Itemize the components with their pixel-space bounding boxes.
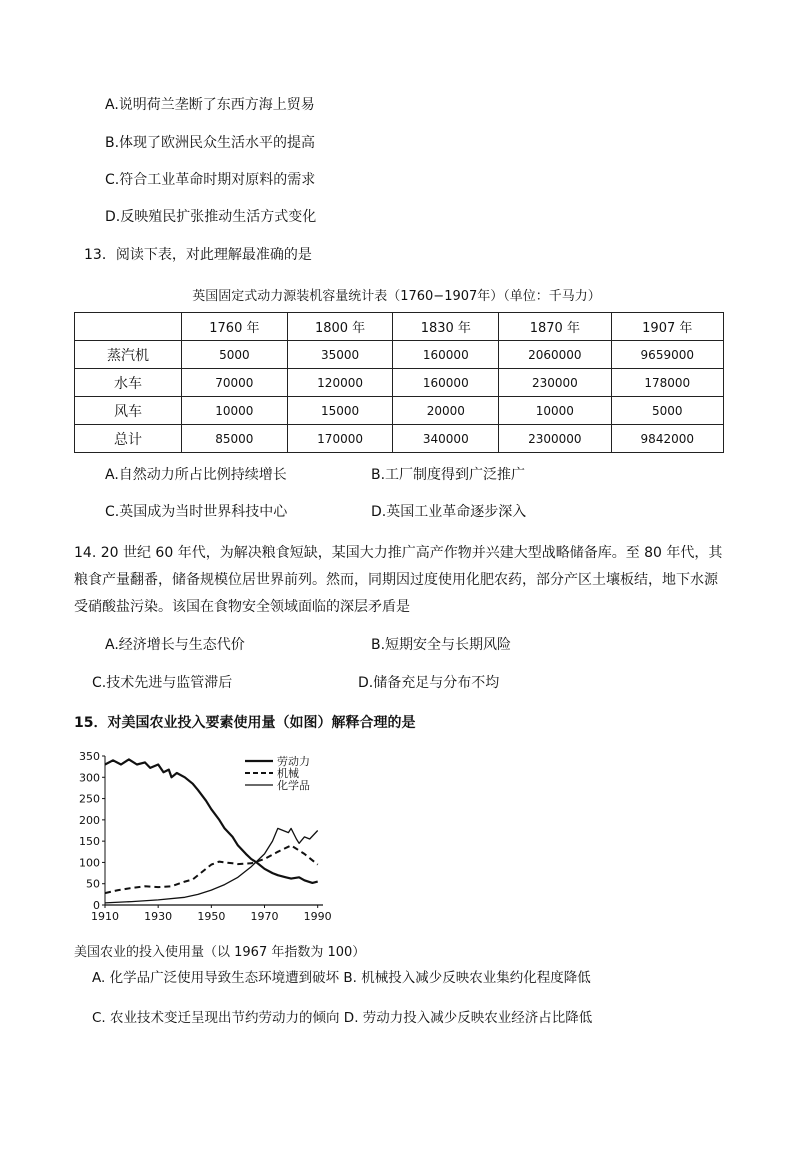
table-header-row xyxy=(75,313,724,341)
q13-option-d: D.英国工业革命逐步深入 xyxy=(371,504,527,520)
table-cell: 2060000 xyxy=(499,341,611,369)
legend-label-chemicals: 化学品 xyxy=(277,779,310,792)
row-label: 风车 xyxy=(75,397,182,425)
table-cell: 170000 xyxy=(287,425,393,453)
table-cell: 9659000 xyxy=(611,341,723,369)
y-tick-label: 50 xyxy=(86,877,100,891)
x-tick-label: 1930 xyxy=(144,910,173,923)
table-cell: 5000 xyxy=(611,397,723,425)
table-cell: 5000 xyxy=(182,341,288,369)
y-tick-label: 200 xyxy=(79,813,100,827)
y-tick-label: 150 xyxy=(79,835,100,849)
table-cell: 10000 xyxy=(499,397,611,425)
q14-stem: 14. 20 世纪 60 年代，为解决粮食短缺，某国大力推广高产作物并兴建大型战略储备库。至 80 年代，其粮食产量翻番，储备规模位居世界前列。然而，同期因过度使用化肥农药，部分产区土壤板结，地下水源受硝酸盐污染。该国在食物安全领域面临的深层矛盾是 xyxy=(74,545,723,615)
q12-option-b: B.体现了欧洲民众生活水平的提高 xyxy=(105,135,316,151)
y-tick-label: 0 xyxy=(93,899,100,912)
table-cell: 120000 xyxy=(287,369,393,397)
table-row xyxy=(75,425,724,453)
q15-options-row-2: C. 农业技术变迁呈现出节约劳动力的倾向 D. 劳动力投入减少反映农业经济占比降低 xyxy=(92,1010,593,1026)
y-tick-label: 350 xyxy=(79,750,100,763)
table-cell: 2300000 xyxy=(499,425,611,453)
year-header: 1800 年 xyxy=(287,313,393,341)
table-cell: 230000 xyxy=(499,369,611,397)
q12-option-a: A.说明荷兰垄断了东西方海上贸易 xyxy=(105,97,315,113)
legend-label-machinery: 机械 xyxy=(277,767,299,780)
q15-stem: 15．对美国农业投入要素使用量（如图）解释合理的是 xyxy=(74,715,416,731)
q13-table-title: 英国固定式动力源装机容量统计表（1760−1907年）（单位：千马力） xyxy=(192,289,601,304)
q14-option-d: D.储备充足与分布不均 xyxy=(358,675,500,691)
year-header: 1870 年 xyxy=(499,313,611,341)
q13-option-c: C.英国成为当时世界科技中心 xyxy=(105,504,288,520)
series-line-machinery xyxy=(105,845,318,893)
table-cell: 35000 xyxy=(287,341,393,369)
table-cell: 340000 xyxy=(393,425,499,453)
table-cell: 160000 xyxy=(393,341,499,369)
table-cell: 15000 xyxy=(287,397,393,425)
q14-option-b: B.短期安全与长期风险 xyxy=(371,637,512,653)
q15-options-row-1: A. 化学品广泛使用导致生态环境遭到破坏 B. 机械投入减少反映农业集约化程度降低 xyxy=(92,970,591,986)
q13-stem: 13．阅读下表，对此理解最准确的是 xyxy=(84,247,312,263)
q13-option-b: B.工厂制度得到广泛推广 xyxy=(371,467,526,483)
table-cell: 178000 xyxy=(611,369,723,397)
table-cell: 10000 xyxy=(182,397,288,425)
x-tick-label: 1990 xyxy=(303,910,332,923)
y-tick-label: 300 xyxy=(79,771,100,785)
x-tick-label: 1970 xyxy=(250,910,279,923)
row-label: 总计 xyxy=(75,425,182,453)
q14-option-c: C.技术先进与监管滞后 xyxy=(92,675,233,691)
q15-chart-caption: 美国农业的投入使用量（以 1967 年指数为 100） xyxy=(74,945,366,960)
table-row xyxy=(75,397,724,425)
table-cell: 20000 xyxy=(393,397,499,425)
q12-option-c: C.符合工业革命时期对原料的需求 xyxy=(105,172,316,188)
table-row xyxy=(75,341,724,369)
table-cell: 9842000 xyxy=(611,425,723,453)
table-cell: 85000 xyxy=(182,425,288,453)
table-row xyxy=(75,369,724,397)
q14-option-a: A.经济增长与生态代价 xyxy=(105,637,245,653)
x-tick-label: 1950 xyxy=(197,910,226,923)
table-cell: 160000 xyxy=(393,369,499,397)
q12-option-d: D.反映殖民扩张推动生活方式变化 xyxy=(105,209,317,225)
legend-label-labor: 劳动力 xyxy=(277,755,310,768)
y-tick-label: 250 xyxy=(79,792,100,806)
table-cell: 70000 xyxy=(182,369,288,397)
year-header: 1907 年 xyxy=(611,313,723,341)
row-label: 水车 xyxy=(75,369,182,397)
q13-option-a: A.自然动力所占比例持续增长 xyxy=(105,467,287,483)
y-tick-label: 100 xyxy=(79,856,100,870)
chart-legend xyxy=(245,754,310,792)
x-tick-label: 1910 xyxy=(91,910,119,923)
row-label: 蒸汽机 xyxy=(75,341,182,369)
agriculture-inputs-line-chart xyxy=(73,742,333,932)
year-header: 1760 年 xyxy=(182,313,288,341)
power-capacity-table xyxy=(74,312,724,453)
year-header: 1830 年 xyxy=(393,313,499,341)
table-corner-cell xyxy=(75,313,182,341)
